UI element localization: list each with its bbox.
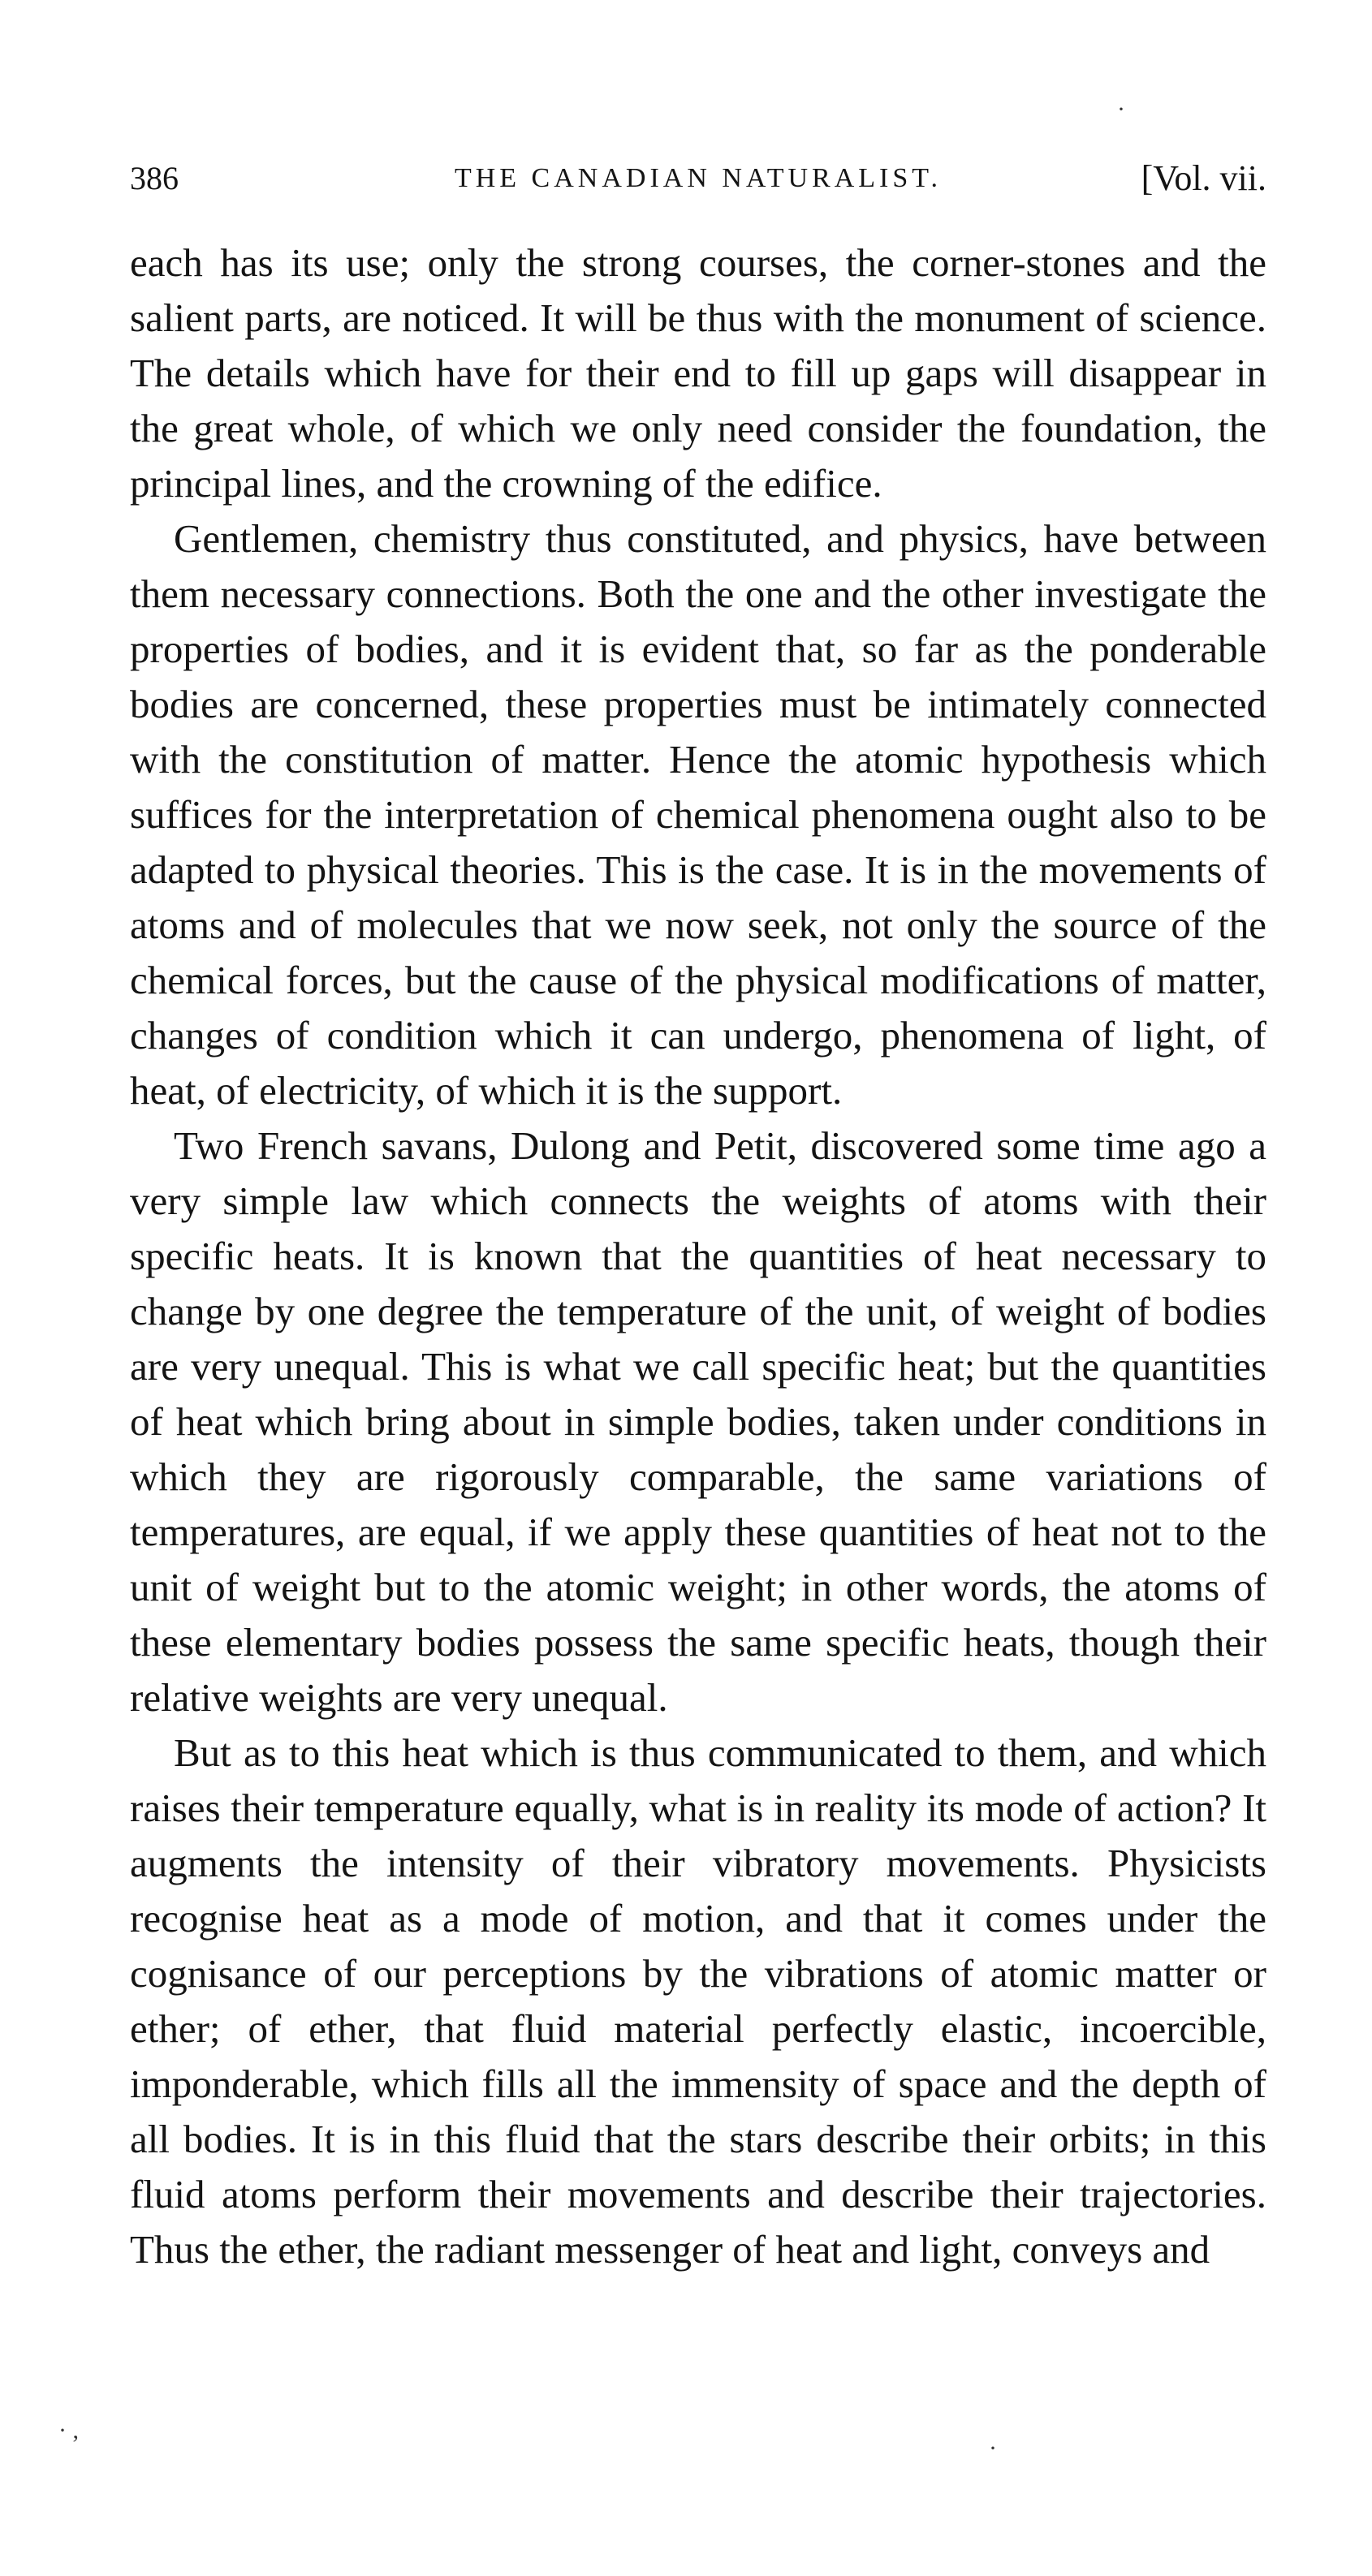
print-speck: · [989, 2435, 997, 2462]
body-text [130, 235, 1266, 2277]
paragraph-continued: each has its use; only the strong courses, the corner-stones and the salient parts, are noticed. It will be thus with the monument of science. The details which have for their end to fill up gaps will disappear in the great whole, of which we only need consider the foundation, the principal lines, and the crowning of the edifice. [130, 240, 1266, 506]
print-speck: · [1117, 96, 1125, 123]
volume-label: [Vol. vii. [1141, 158, 1266, 198]
running-header [130, 154, 1266, 203]
page-number: 386 [130, 160, 179, 196]
print-speck: · , [58, 2417, 79, 2444]
paragraph-dulong-petit: Two French savans, Dulong and Petit, discovered some time ago a very simple law which connects the weights of atoms with their specific heats. It is known that the quantities of heat necessary to change by one degree the temperature of the unit, of weight of bodies are very unequal. This is what we call specific heat; but the quantities of heat which bring about in simple bodies, taken under conditions in which they are rigorously comparable, the same variations of temperatures, are equal, if we apply these quantities of heat not to the unit of weight but to the atomic weight; in other words, the atoms of these elementary bodies possess the same specific heats, though their relative weights are very unequal. [130, 1123, 1266, 1720]
running-title: THE CANADIAN NATURALIST. [454, 163, 943, 193]
paragraph-chemistry-physics: Gentlemen, chemistry thus constituted, and physics, have between them necessary connections. Both the one and the other investigate the properties of bodies, and it is evident that, so far as the ponderable bodies are concerned, these properties must be intimately connected with the constitution of matter. Hence the atomic hypothesis which suffices for the interpretation of chemical phenomena ought also to be adapted to physical theories. This is the case. It is in the movements of atoms and of molecules that we now seek, not only the source of the chemical forces, but the cause of the physical modifications of matter, changes of condition which it can undergo, phenomena of light, of heat, of electricity, of which it is the support. [130, 516, 1266, 1113]
paragraph-heat-motion: But as to this heat which is thus communicated to them, and which raises their temperature equally, what is in reality its mode of action? It augments the intensity of their vibratory movements. Physicists recognise heat as a mode of motion, and that it comes under the cognisance of our perceptions by the vibrations of atomic matter or ether; of ether, that fluid material perfectly elastic, incoercible, imponderable, which fills all the immensity of space and the depth of all bodies. It is in this fluid that the stars describe their orbits; in this fluid atoms perform their movements and describe their trajectories. Thus the ether, the radiant messenger of heat and light, conveys and [130, 1730, 1266, 2272]
